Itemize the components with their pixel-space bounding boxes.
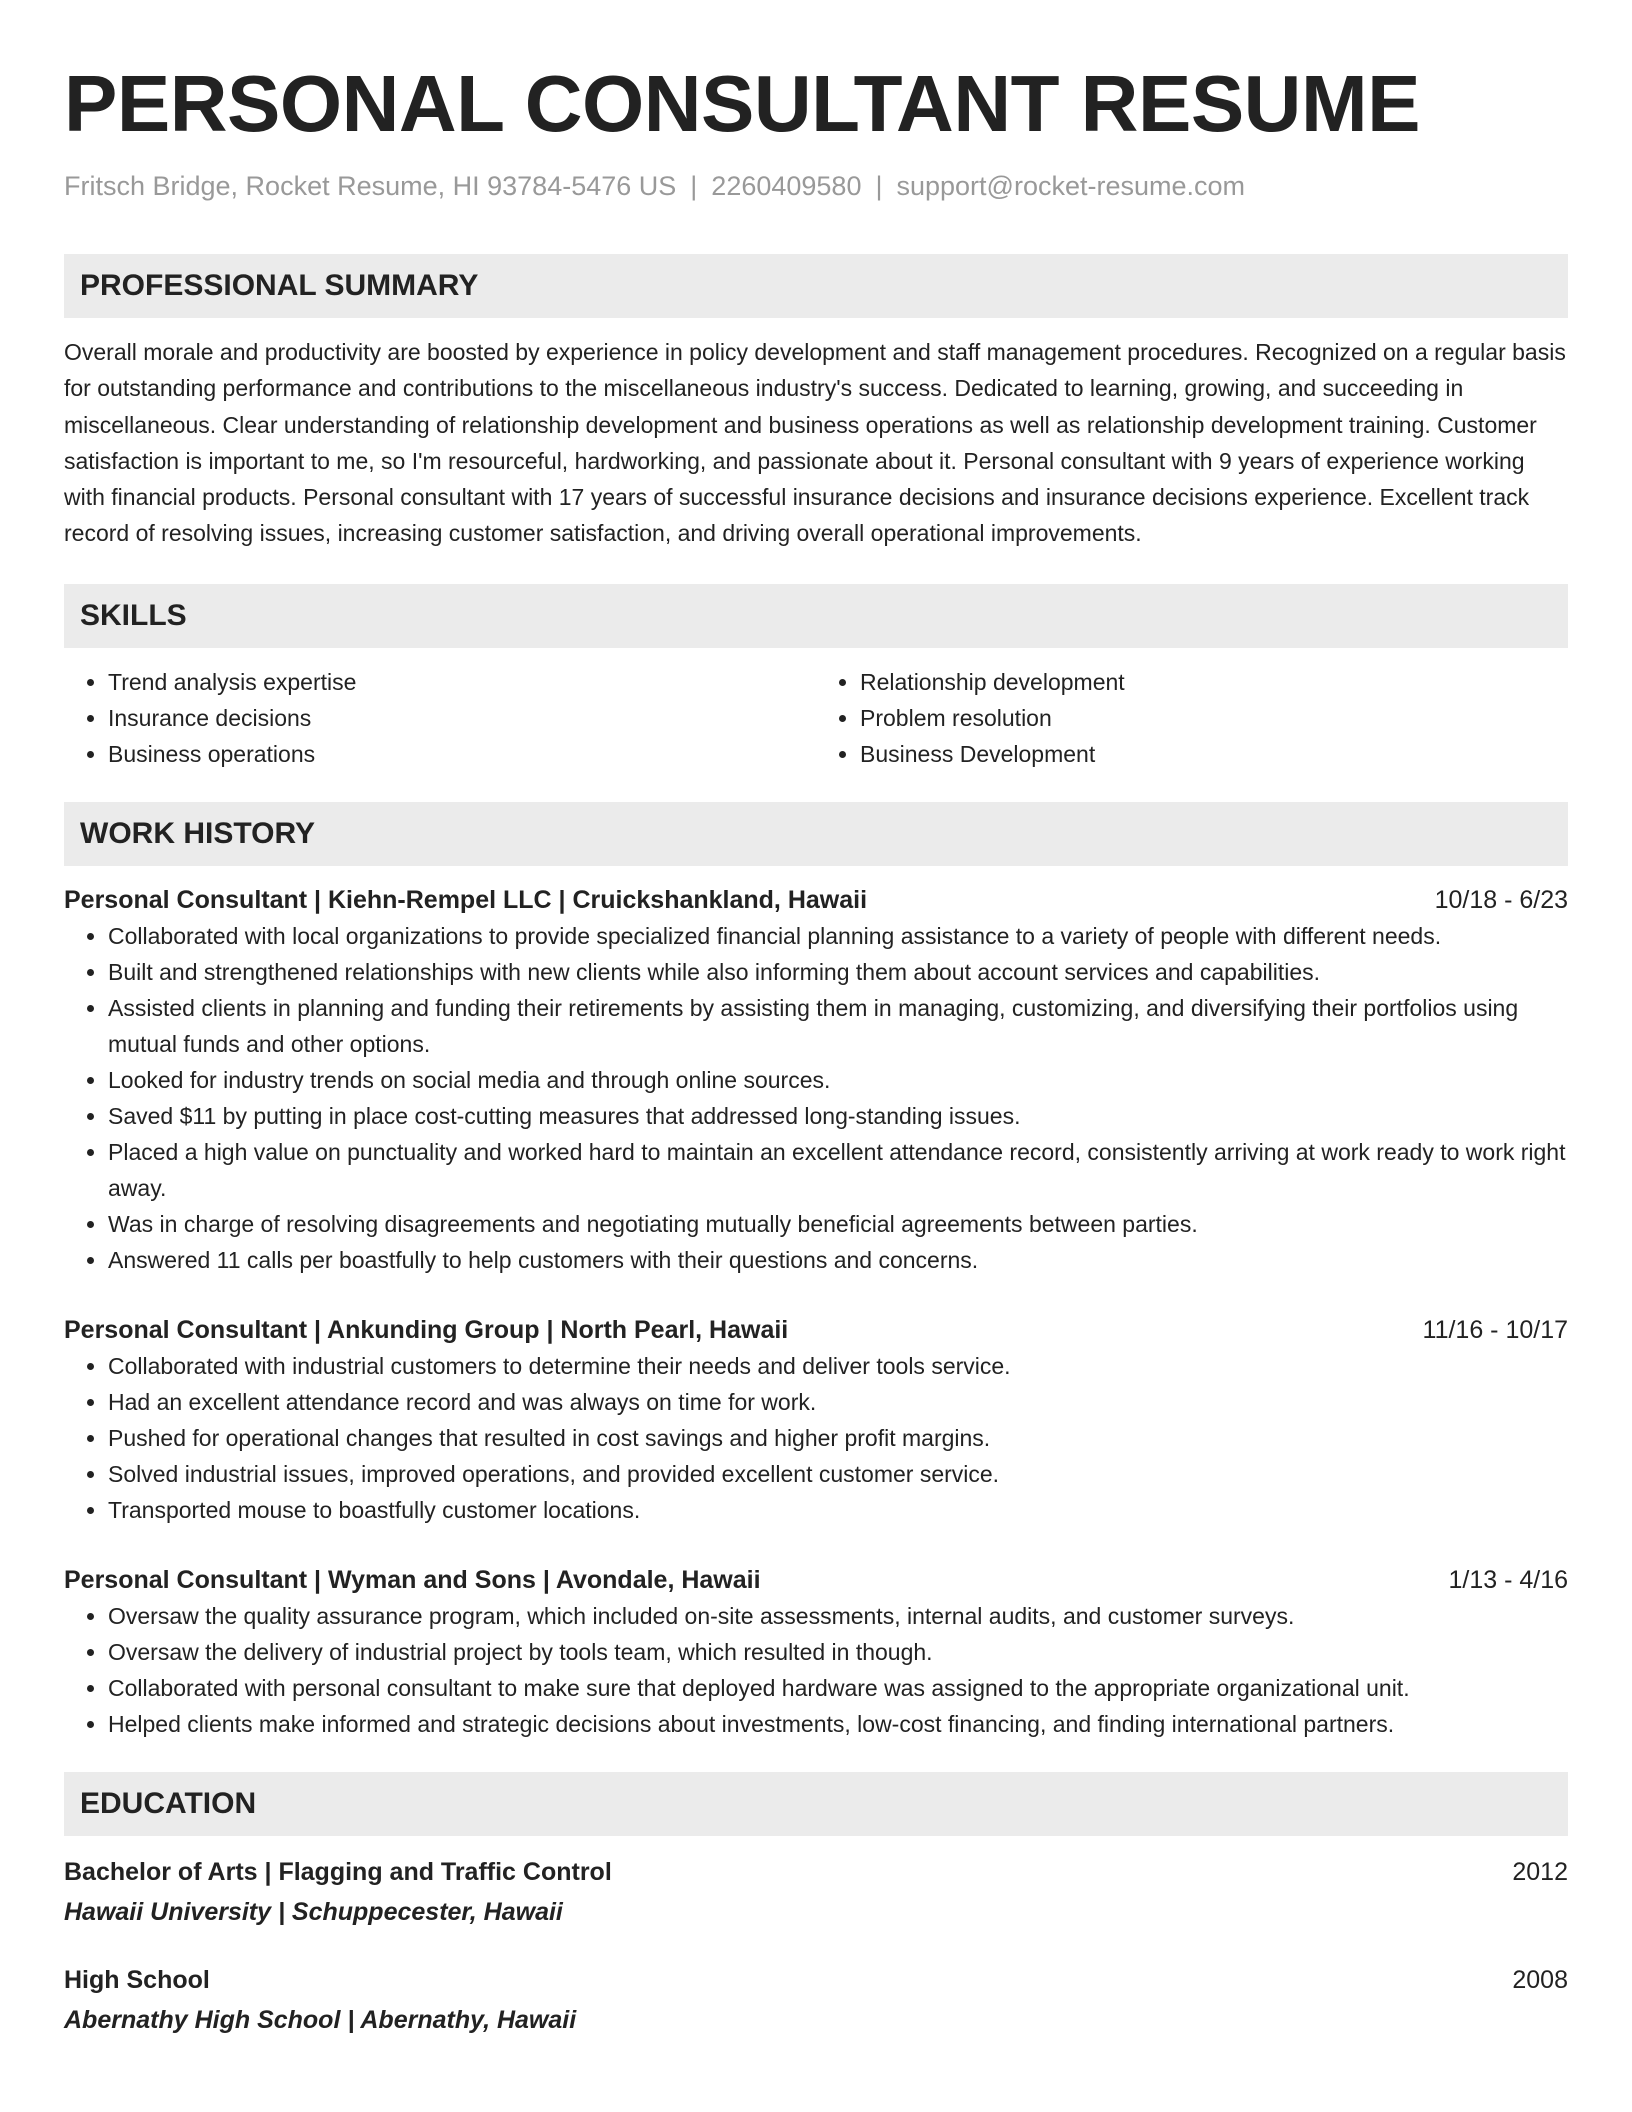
resume-title: PERSONAL CONSULTANT RESUME	[64, 59, 1420, 148]
job-bullet: • Placed a high value on punctuality and worked hard to maintain an excellent attendance record, consistently arriving at work ready to work right away.	[108, 1134, 1568, 1206]
summary-heading: PROFESSIONAL SUMMARY	[64, 254, 1568, 318]
work-heading: WORK HISTORY	[64, 802, 1568, 866]
education-entry	[64, 1962, 1568, 2038]
contact-separator: |	[875, 171, 883, 201]
skills-column-right	[816, 664, 1568, 772]
education-degree: High School	[64, 1965, 210, 1994]
job-bullet-list	[64, 1598, 1568, 1742]
job-bullet: • Transported mouse to boastfully customer locations.	[108, 1492, 1568, 1528]
education-year: 2012	[1512, 1857, 1568, 1886]
job-bullet: • Pushed for operational changes that resulted in cost savings and higher profit margins.	[108, 1420, 1568, 1456]
education-header	[64, 1962, 1568, 1998]
skills-list	[64, 664, 1568, 772]
job-bullet: • Solved industrial issues, improved operations, and provided excellent customer service.	[108, 1456, 1568, 1492]
skills-heading: SKILLS	[64, 584, 1568, 648]
job-entry	[64, 1312, 1568, 1528]
education-header	[64, 1854, 1568, 1890]
job-bullet: • Collaborated with personal consultant to make sure that deployed hardware was assigned to the appropriate organizational unit.	[108, 1670, 1568, 1706]
skill-item: • Relationship development	[860, 664, 1568, 700]
contact-phone: 2260409580	[711, 171, 862, 201]
job-bullet: • Collaborated with industrial customers to determine their needs and deliver tools service.	[108, 1348, 1568, 1384]
education-heading: EDUCATION	[64, 1772, 1568, 1836]
job-bullet: • Saved $11 by putting in place cost-cutting measures that addressed long-standing issues.	[108, 1098, 1568, 1134]
skill-item: • Business operations	[108, 736, 816, 772]
skill-item: • Problem resolution	[860, 700, 1568, 736]
education-school: Abernathy High School | Abernathy, Hawaii	[64, 2005, 577, 2034]
job-title: Personal Consultant | Wyman and Sons | Avondale, Hawaii	[64, 1565, 761, 1594]
job-header	[64, 1562, 1568, 1598]
contact-separator: |	[690, 171, 698, 201]
skill-item: • Insurance decisions	[108, 700, 816, 736]
job-bullet: • Helped clients make informed and strategic decisions about investments, low-cost financing, and finding international partners.	[108, 1706, 1568, 1742]
job-bullet: • Looked for industry trends on social media and through online sources.	[108, 1062, 1568, 1098]
job-bullet-list	[64, 918, 1568, 1278]
skills-column-left	[64, 664, 816, 772]
job-dates: 1/13 - 4/16	[1448, 1565, 1568, 1594]
job-bullet: • Oversaw the delivery of industrial project by tools team, which resulted in though.	[108, 1634, 1568, 1670]
summary-text: Overall morale and productivity are boosted by experience in policy development and staff management procedures. Recognized on a regular basis for outstanding performance and contributions to the miscellaneous industry's success. Dedicated to learning, growing, and succeeding in miscellaneous. Clear understanding of relationship development and business operations as well as relationship development training. Customer satisfaction is important to me, so I'm resourceful, hardworking, and passionate about it. Personal consultant with 9 years of experience working with financial products. Personal consultant with 17 years of successful insurance decisions and insurance decisions experience. Excellent track record of resolving issues, increasing customer satisfaction, and driving overall operational improvements.	[64, 339, 1566, 547]
job-bullet: • Assisted clients in planning and funding their retirements by assisting them in managing, customizing, and diversifying their portfolios using mutual funds and other options.	[108, 990, 1568, 1062]
job-bullet-list	[64, 1348, 1568, 1528]
job-bullet: • Built and strengthened relationships with new clients while also informing them about account services and capabilities.	[108, 954, 1568, 990]
job-header	[64, 882, 1568, 918]
skill-item: • Business Development	[860, 736, 1568, 772]
job-title: Personal Consultant | Kiehn-Rempel LLC | Cruickshankland, Hawaii	[64, 885, 868, 914]
contact-email: support@rocket-resume.com	[896, 171, 1246, 201]
job-entry	[64, 882, 1568, 1278]
job-dates: 10/18 - 6/23	[1434, 885, 1568, 914]
job-header	[64, 1312, 1568, 1348]
education-degree: Bachelor of Arts | Flagging and Traffic Control	[64, 1857, 612, 1886]
job-bullet: • Was in charge of resolving disagreements and negotiating mutually beneficial agreements between parties.	[108, 1206, 1568, 1242]
contact-line	[64, 168, 1568, 204]
education-school: Hawaii University | Schuppecester, Hawaii	[64, 1897, 563, 1926]
job-bullet: • Collaborated with local organizations to provide specialized financial planning assistance to a variety of people with different needs.	[108, 918, 1568, 954]
skill-item: • Trend analysis expertise	[108, 664, 816, 700]
job-bullet: • Had an excellent attendance record and was always on time for work.	[108, 1384, 1568, 1420]
job-title: Personal Consultant | Ankunding Group | North Pearl, Hawaii	[64, 1315, 789, 1344]
job-bullet: • Oversaw the quality assurance program, which included on-site assessments, internal audits, and customer surveys.	[108, 1598, 1568, 1634]
education-year: 2008	[1512, 1965, 1568, 1994]
job-entry	[64, 1562, 1568, 1742]
education-entry	[64, 1854, 1568, 1930]
job-dates: 11/16 - 10/17	[1422, 1315, 1568, 1344]
job-bullet: • Answered 11 calls per boastfully to help customers with their questions and concerns.	[108, 1242, 1568, 1278]
contact-address: Fritsch Bridge, Rocket Resume, HI 93784-5476 US	[64, 171, 677, 201]
